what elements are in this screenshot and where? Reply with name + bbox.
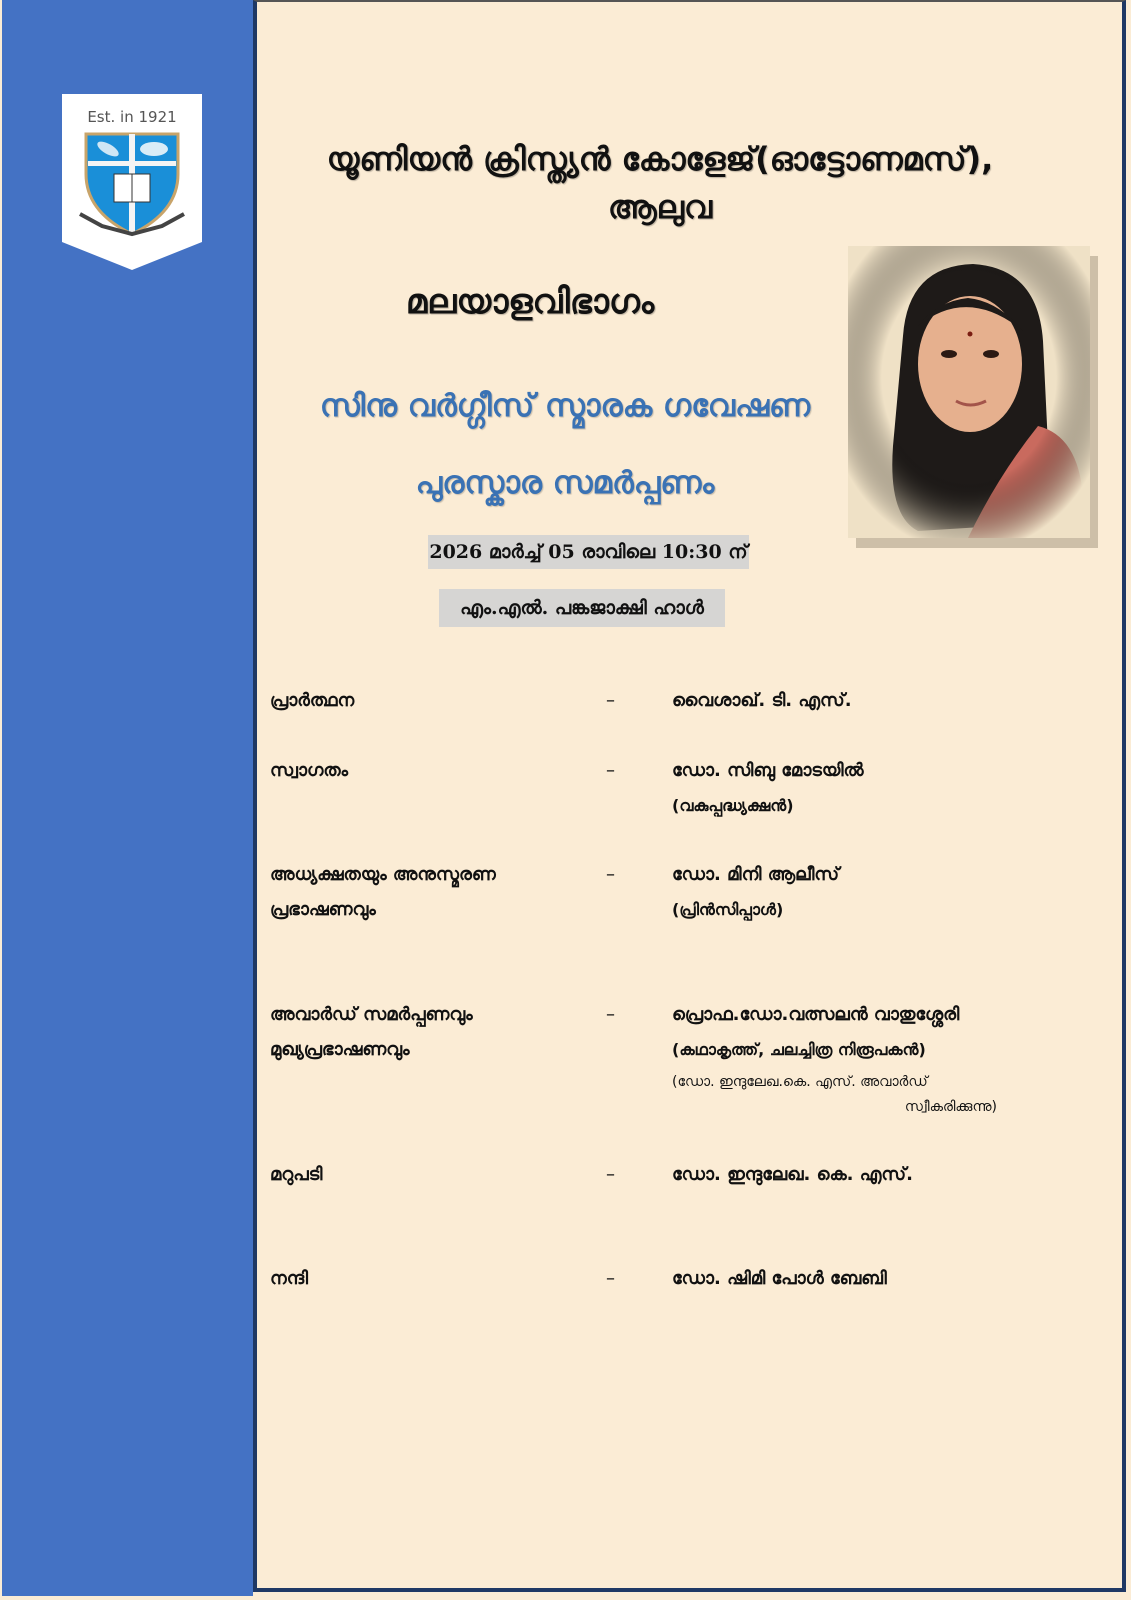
person-designation: (വകുപ്പദ്ധ്യക്ഷൻ) [672, 796, 794, 815]
college-name-line1: യൂണിയൻ ക്രിസ്ത്യൻ കോളേജ്(ഓട്ടോണമസ്), [326, 140, 994, 178]
person-name: ഡോ. മിനി ആലീസ് [672, 864, 840, 885]
memorial-portrait-photo [848, 246, 1090, 538]
person-designation: (പ്രിൻസിപ്പാൾ) [672, 900, 784, 919]
person-name: ഡോ. സിബു മോടയിൽ [672, 760, 864, 781]
programme-role: പ്രാർത്ഥന [270, 690, 355, 711]
programme-person: ഡോ. ഷിമി പോൾ ബേബി [672, 1268, 887, 1289]
programme-person [672, 997, 1072, 1117]
separator-dash: – [606, 760, 615, 781]
programme-role: നന്ദി [270, 1268, 309, 1289]
event-date-time: 2026 മാർച്ച് 05 രാവിലെ 10:30 ന് [428, 535, 749, 569]
college-crest-logo [62, 94, 202, 272]
college-name-line2: ആലുവ [607, 188, 713, 226]
separator-dash: – [606, 1004, 615, 1025]
svg-text:Est. in 1921: Est. in 1921 [87, 108, 177, 126]
department-title: മലയാളവിഭാഗം [405, 282, 655, 322]
programme-role [270, 857, 600, 927]
portrait-icon [848, 246, 1090, 538]
separator-dash: – [606, 864, 615, 885]
award-note-line1: (ഡോ. ഇന്ദുലേഖ.കെ. എസ്. അവാർഡ് [672, 1074, 928, 1090]
separator-dash: – [606, 1164, 615, 1185]
role-line1: അധ്യക്ഷതയും അനുസ്മരണ [270, 864, 496, 885]
sidebar-band [2, 0, 253, 1596]
award-title-line1: സിനു വർഗ്ഗീസ് സ്മാരക ഗവേഷണ [319, 388, 811, 424]
event-venue: എം.എൽ. പങ്കജാക്ഷി ഹാൾ [439, 589, 725, 627]
separator-dash: – [606, 690, 615, 711]
programme-person [672, 857, 1072, 927]
role-line2: മുഖ്യപ്രഭാഷണവും [270, 1039, 410, 1060]
programme-person [672, 753, 1072, 823]
programme-role: മറുപടി [270, 1164, 323, 1185]
person-designation: (കഥാകൃത്ത്, ചലച്ചിത്ര നിരൂപകൻ) [672, 1040, 926, 1059]
award-note-line2: സ്വീകരിക്കുന്നു) [904, 1099, 997, 1115]
award-title-line2: പുരസ്കാര സമർപ്പണം [415, 465, 715, 501]
college-name [270, 135, 1050, 231]
person-name: പ്രൊഫ.ഡോ.വത്സലൻ വാതുശ്ശേരി [672, 1004, 960, 1025]
programme-person: ഡോ. ഇന്ദുലേഖ. കെ. എസ്. [672, 1164, 913, 1185]
programme-role: സ്വാഗതം [270, 760, 349, 781]
separator-dash: – [606, 1268, 615, 1289]
programme-role [270, 997, 600, 1067]
programme-person: വൈശാഖ്. ടി. എസ്. [672, 690, 852, 711]
role-line1: അവാർഡ് സമർപ്പണവും [270, 1004, 473, 1025]
role-line2: പ്രഭാഷണവും [270, 899, 376, 920]
